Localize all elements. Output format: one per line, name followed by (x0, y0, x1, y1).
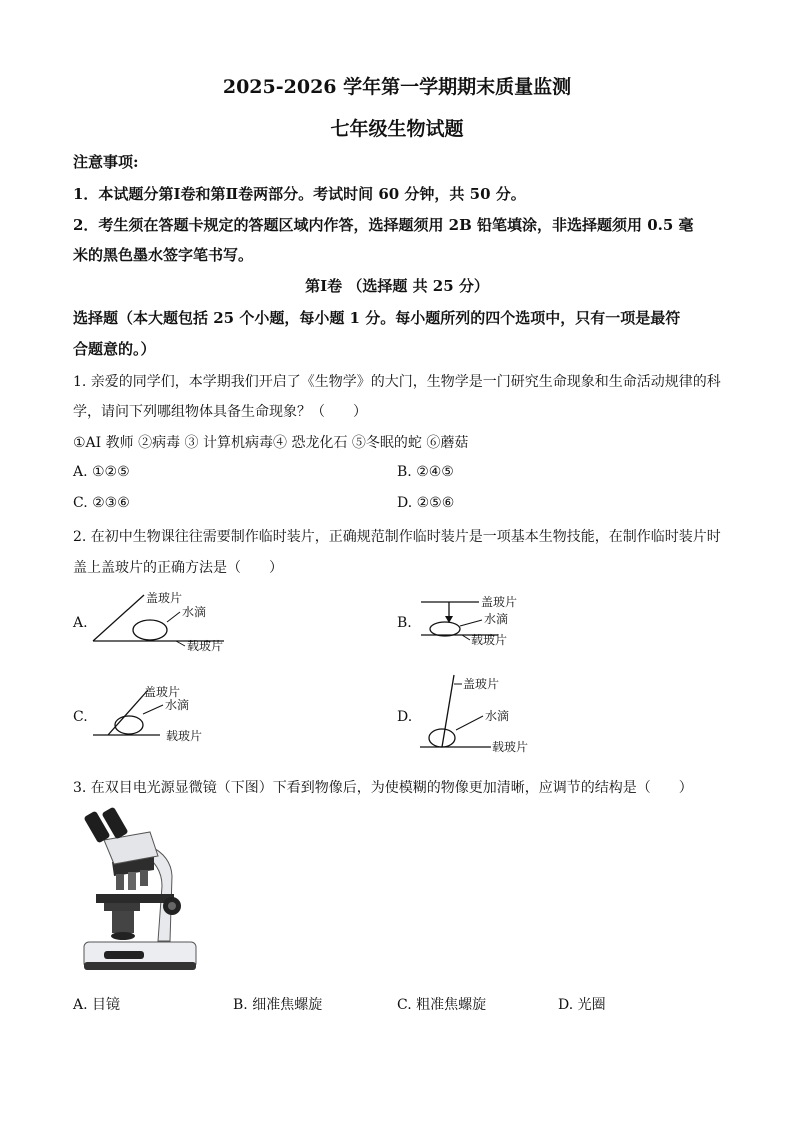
label-slide: 载玻片 (492, 740, 529, 754)
q3-option-a: A. 目镜 (73, 997, 121, 1013)
water-drop (133, 620, 167, 640)
q2-diagram-b (416, 592, 546, 654)
water-drop (115, 716, 143, 734)
q2-option-c: C. (73, 709, 88, 725)
water-drop (430, 622, 460, 636)
label-slide: 载玻片 (187, 639, 224, 653)
cover-slip-line (442, 675, 454, 747)
q2-diagram-c (90, 684, 220, 748)
q1-stem-line-2: 学，请问下列哪组物体具备生命现象？（ ） (73, 404, 367, 420)
notes-item-2-line-2: 米的黑色墨水签字笔书写。 (73, 246, 254, 264)
q1-stem-line-1: 1. 亲爱的同学们，本学期我们开启了《生物学》的大门，生物学是一门研究生命现象和生命活动规律的科 (73, 374, 721, 390)
label-slide: 载玻片 (166, 729, 203, 743)
q1-option-a: A. ①②⑤ (73, 464, 130, 480)
label-water-drop: 水滴 (182, 605, 207, 619)
label-water-drop: 水滴 (485, 709, 510, 723)
q1-option-c: C. ②③⑥ (73, 495, 130, 511)
section-intro-line-2: 合题意的。） (73, 340, 156, 358)
q2-diagram-d (416, 672, 546, 756)
q2-option-a: A. (73, 615, 88, 631)
q3-option-c: C. 粗准焦螺旋 (397, 997, 487, 1013)
q1-option-b: B. ②④⑤ (397, 464, 454, 480)
notes-heading: 注意事项: (73, 153, 139, 171)
q2-option-d: D. (397, 709, 413, 725)
notes-item-2-line-1: 2．考生须在答题卡规定的答题区域内作答，选择题须用 2B 铅笔填涂，非选择题须用 0.5 毫 (73, 216, 694, 234)
label-water-drop: 水滴 (165, 698, 190, 712)
cover-slip-line (93, 595, 144, 641)
exam-subtitle: 七年级生物试题 (330, 118, 464, 140)
label-cover-slip: 盖玻片 (144, 685, 181, 699)
q2-stem-line-2: 盖上盖玻片的正确方法是（ ） (73, 560, 283, 576)
notes-item-1: 1．本试题分第Ⅰ卷和第Ⅱ卷两部分。考试时间 60 分钟，共 50 分。 (73, 185, 526, 203)
label-cover-slip: 盖玻片 (481, 595, 518, 609)
label-water-drop: 水滴 (484, 612, 509, 626)
q1-option-d: D. ②⑤⑥ (397, 495, 455, 511)
q3-option-b: B. 细准焦螺旋 (233, 997, 323, 1013)
section-title: 第Ⅰ卷 （选择题 共 25 分） (305, 277, 489, 295)
microscope-image (74, 806, 204, 978)
q2-option-b: B. (397, 615, 412, 631)
q2-diagram-a (90, 588, 230, 654)
q3-option-d: D. 光圈 (558, 997, 606, 1013)
q2-stem-line-1: 2. 在初中生物课往往需要制作临时装片，正确规范制作临时装片是一项基本生物技能，在制作临时装片时 (73, 529, 721, 545)
exam-title: 2025-2026 学年第一学期期末质量监测 (222, 76, 572, 98)
label-slide: 载玻片 (471, 633, 508, 647)
label-cover-slip: 盖玻片 (463, 677, 500, 691)
q3-stem: 3. 在双目电光源显微镜（下图）下看到物像后，为使模糊的物像更加清晰，应调节的结构是（ ） (73, 780, 693, 796)
q1-items: ①AI 教师 ②病毒 ③ 计算机病毒④ 恐龙化石 ⑤冬眠的蛇 ⑥蘑菇 (73, 435, 469, 451)
section-intro-line-1: 选择题（本大题包括 25 个小题，每小题 1 分。每小题所列的四个选项中，只有一项是最符 (73, 309, 681, 327)
label-cover-slip: 盖玻片 (146, 591, 183, 605)
